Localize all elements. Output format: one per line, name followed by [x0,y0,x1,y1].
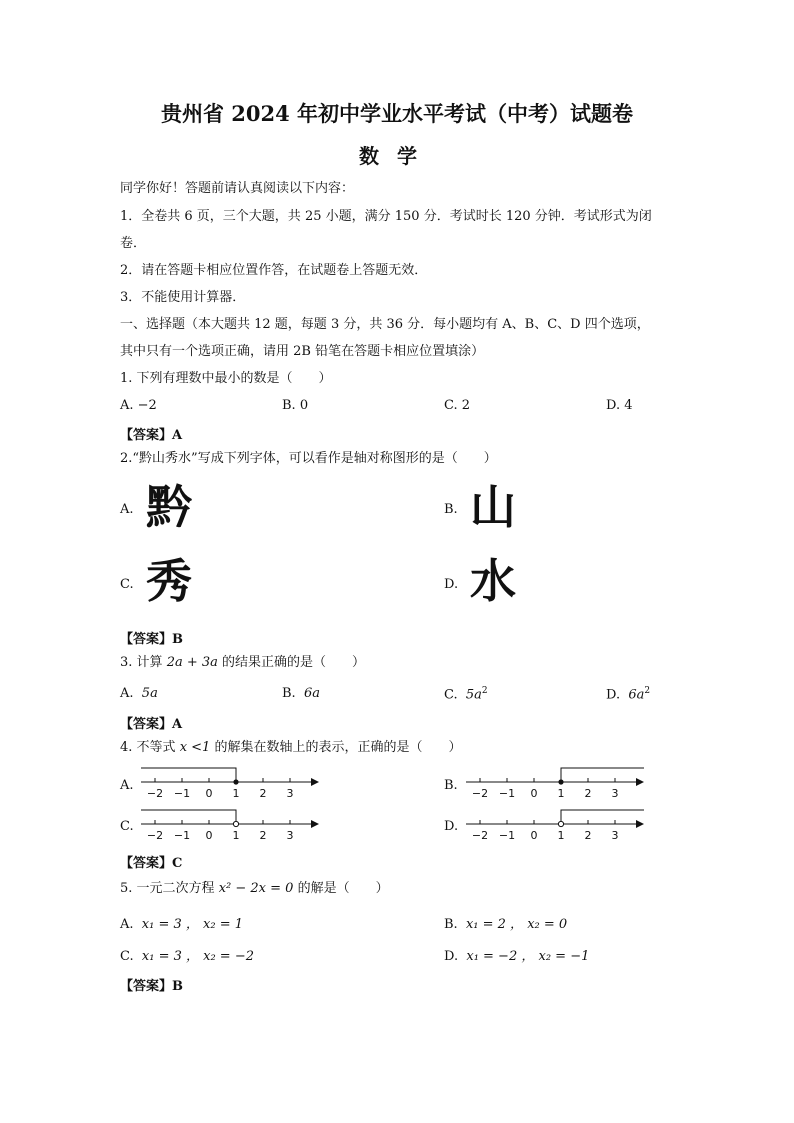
q3-stem-expression: 2a + 3a [166,655,218,670]
q3-value-a: 5a [141,686,158,701]
hollow-point [558,821,563,826]
svg-text:3: 3 [611,787,619,800]
q3-stem [120,655,365,671]
q4-stem-expression: x <1 [179,740,211,755]
q2-glyph-d: 水 [470,554,516,608]
svg-text:−1: −1 [173,787,191,800]
svg-text:3: 3 [286,829,294,842]
q5-stem-post: 的解是（ ） [297,881,389,896]
q5-label-c: C. [120,949,134,964]
svg-text:1: 1 [232,787,240,800]
q3-option-b [282,686,320,701]
q3-stem-pre: 3. 计算 [120,655,163,670]
q3-exponent-d: 2 [644,686,651,696]
q2-label-a: A. [120,502,134,517]
q5-stem [120,881,389,897]
q5-value-b: x₁ = 2 ， x₂ = 0 [465,917,568,932]
q2-glyph-a: 黔 [146,480,192,534]
q1-option-c: C. 2 [444,398,471,413]
rule-1: 1．全卷共 6 页，三个大题，共 25 小题，满分 150 分．考试时长 120 分钟．考试形式为闭 [120,209,652,224]
q1-option-d: D. 4 [606,398,633,413]
q4-number-line-b [460,766,650,802]
q3-option-a [120,686,158,701]
q3-option-c [444,686,488,702]
q2-answer: 【答案】B [120,632,183,647]
svg-text:−2: −2 [471,787,489,800]
svg-text:1: 1 [557,787,565,800]
q5-label-a: A. [120,917,134,932]
q4-label-c: C. [120,819,134,834]
solid-point [558,779,563,784]
svg-text:3: 3 [611,829,619,842]
rule-2: 2．请在答题卡相应位置作答，在试题卷上答题无效． [120,263,428,278]
svg-text:−1: −1 [498,829,516,842]
q4-answer: 【答案】C [120,856,183,871]
tick-marks [480,778,615,782]
svg-text:1: 1 [232,829,240,842]
q4-number-line-c [135,808,325,844]
svg-text:−1: −1 [173,829,191,842]
q2-label-b: B. [444,502,458,517]
tick-marks [155,778,290,782]
rule-1-cont: 卷． [120,236,147,251]
svg-text:2: 2 [259,829,267,842]
q3-option-d [606,686,650,702]
svg-text:0: 0 [205,787,213,800]
svg-text:−2: −2 [146,787,164,800]
q5-value-d: x₁ = −2 ， x₂ = −1 [466,949,590,964]
q3-label-c: C. [444,687,458,703]
q5-option-b [444,913,567,932]
q4-label-a: A. [120,778,134,793]
svg-text:1: 1 [557,829,565,842]
q4-number-line-a [135,766,325,802]
svg-text:2: 2 [259,787,267,800]
svg-text:0: 0 [530,787,538,800]
q5-option-d [444,945,589,964]
q5-option-a [120,913,243,932]
hollow-point [233,821,238,826]
q5-option-c [120,945,254,964]
rule-3: 3．不能使用计算器． [120,290,246,305]
svg-text:2: 2 [584,787,592,800]
q3-value-b: 6a [303,686,320,701]
section-1-heading-cont: 其中只有一个选项正确，请用 2B 铅笔在答题卡相应位置填涂） [120,344,485,359]
q5-value-a: x₁ = 3 ， x₂ = 1 [141,917,244,932]
q1-answer: 【答案】A [120,428,183,443]
subject-title: 数学 [359,144,435,168]
q5-answer: 【答案】B [120,979,183,994]
tick-marks [155,820,290,824]
tick-marks [480,820,615,824]
svg-text:0: 0 [530,829,538,842]
page-title: 贵州省 2024 年初中学业水平考试（中考）试题卷 [160,101,634,126]
intro-greeting: 同学你好！答题前请认真阅读以下内容： [120,181,355,196]
q5-value-c: x₁ = 3 ， x₂ = −2 [141,949,254,964]
q5-label-b: B. [444,917,458,932]
svg-text:2: 2 [584,829,592,842]
q3-stem-post: 的结果正确的是（ ） [222,655,366,670]
q4-label-b: B. [444,778,458,793]
solid-point [233,779,238,784]
q5-stem-expression: x² − 2x = 0 [218,881,294,896]
q3-answer: 【答案】A [120,717,183,732]
svg-text:−1: −1 [498,787,516,800]
section-1-heading: 一、选择题（本大题共 12 题，每题 3 分，共 36 分．每小题均有 A、B、C、D 四个选项， [120,317,650,332]
q3-label-b: B. [282,686,296,701]
svg-text:−2: −2 [146,829,164,842]
q1-option-a: A. −2 [120,398,157,413]
q4-number-line-d [460,808,650,844]
q3-exponent-c: 2 [481,686,488,696]
q2-glyph-b: 山 [470,480,516,534]
q4-stem [120,740,461,756]
svg-text:0: 0 [205,829,213,842]
q3-label-a: A. [120,686,134,701]
q3-label-d: D. [606,687,621,703]
q2-glyph-c: 秀 [146,554,192,608]
q3-value-d: 6a [628,687,645,703]
svg-text:−2: −2 [471,829,489,842]
q5-stem-pre: 5. 一元二次方程 [120,881,215,896]
q1-option-b: B. 0 [282,398,309,413]
q4-stem-post: 的解集在数轴上的表示，正确的是（ ） [214,740,462,755]
svg-text:3: 3 [286,787,294,800]
q1-stem: 1. 下列有理数中最小的数是（ ） [120,371,332,386]
q5-label-d: D. [444,949,459,964]
q4-stem-pre: 4. 不等式 [120,740,176,755]
q3-value-c: 5a [465,687,482,703]
q2-stem: 2.“黔山秀水”写成下列字体，可以看作是轴对称图形的是（ ） [120,451,497,466]
q2-label-d: D. [444,577,459,592]
q4-label-d: D. [444,819,459,834]
q2-label-c: C. [120,577,134,592]
